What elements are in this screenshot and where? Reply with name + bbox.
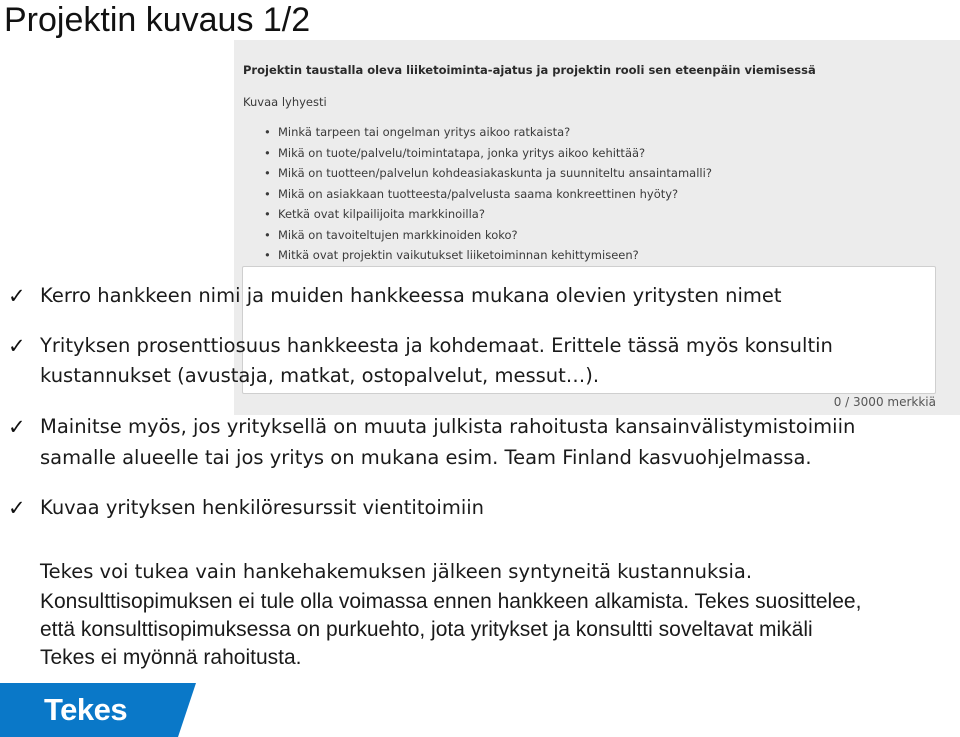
form-bullet-item: • Mikä on tuote/palvelu/toimintatapa, jonka yritys aikoo kehittää? <box>262 143 712 164</box>
checkmark-icon: ✓ <box>8 415 26 439</box>
slide-title: Projektin kuvaus 1/2 <box>4 1 311 39</box>
consultant-note-line: että konsulttisopimuksessa on purkuehto, jota yritykset ja konsultti soveltavat mikäli <box>40 618 813 641</box>
form-bullet-item: • Mikä on tavoiteltujen markkinoiden koko? <box>262 225 712 246</box>
consultant-note-line: Tekes ei myönnä rahoitusta. <box>40 646 302 669</box>
form-bullet-item: • Ketkä ovat kilpailijoita markkinoilla? <box>262 204 712 225</box>
form-heading: Projektin taustalla oleva liiketoiminta-ajatus ja projektin rooli sen eteenpäin viemisessä <box>243 63 816 77</box>
form-bullet-item: • Minkä tarpeen tai ongelman yritys aikoo ratkaista? <box>262 122 712 143</box>
checkmark-icon: ✓ <box>8 334 26 358</box>
form-sublabel: Kuvaa lyhyesti <box>243 95 327 109</box>
checkmark-icon: ✓ <box>8 284 26 308</box>
tekes-logo: Tekes <box>44 692 128 727</box>
consultant-note-line: Konsulttisopimuksen ei tule olla voimassa ennen hankkeen alkamista. Tekes suosittelee, <box>40 590 862 613</box>
form-bullet-item: • Mitkä ovat projektin vaikutukset liiketoiminnan kehittymiseen? <box>262 245 712 266</box>
checklist-text: kustannukset (avustaja, matkat, ostopalvelut, messut…). <box>40 364 600 387</box>
checklist-text: Mainitse myös, jos yrityksellä on muuta julkista rahoitusta kansainvälistymistoimiin <box>40 415 856 438</box>
checklist-text: Kerro hankkeen nimi ja muiden hankkeessa mukana olevien yritysten nimet <box>40 284 782 307</box>
checkmark-icon: ✓ <box>8 496 26 520</box>
form-bullet-item: • Mikä on tuotteen/palvelun kohdeasiakaskunta ja suunniteltu ansaintamalli? <box>262 163 712 184</box>
tekes-cost-note: Tekes voi tukea vain hankehakemuksen jälkeen syntyneitä kustannuksia. <box>40 560 753 583</box>
checklist-text: Yrityksen prosenttiosuus hankkeesta ja kohdemaat. Erittele tässä myös konsultin <box>40 334 833 357</box>
checklist-text: Kuvaa yrityksen henkilöresurssit vientitoimiin <box>40 496 485 519</box>
character-counter: 0 / 3000 merkkiä <box>833 395 936 409</box>
form-bullet-item: • Mikä on asiakkaan tuotteesta/palvelusta saama konkreettinen hyöty? <box>262 184 712 205</box>
checklist-text: samalle alueelle tai jos yritys on mukana esim. Team Finland kasvuohjelmassa. <box>40 446 812 469</box>
